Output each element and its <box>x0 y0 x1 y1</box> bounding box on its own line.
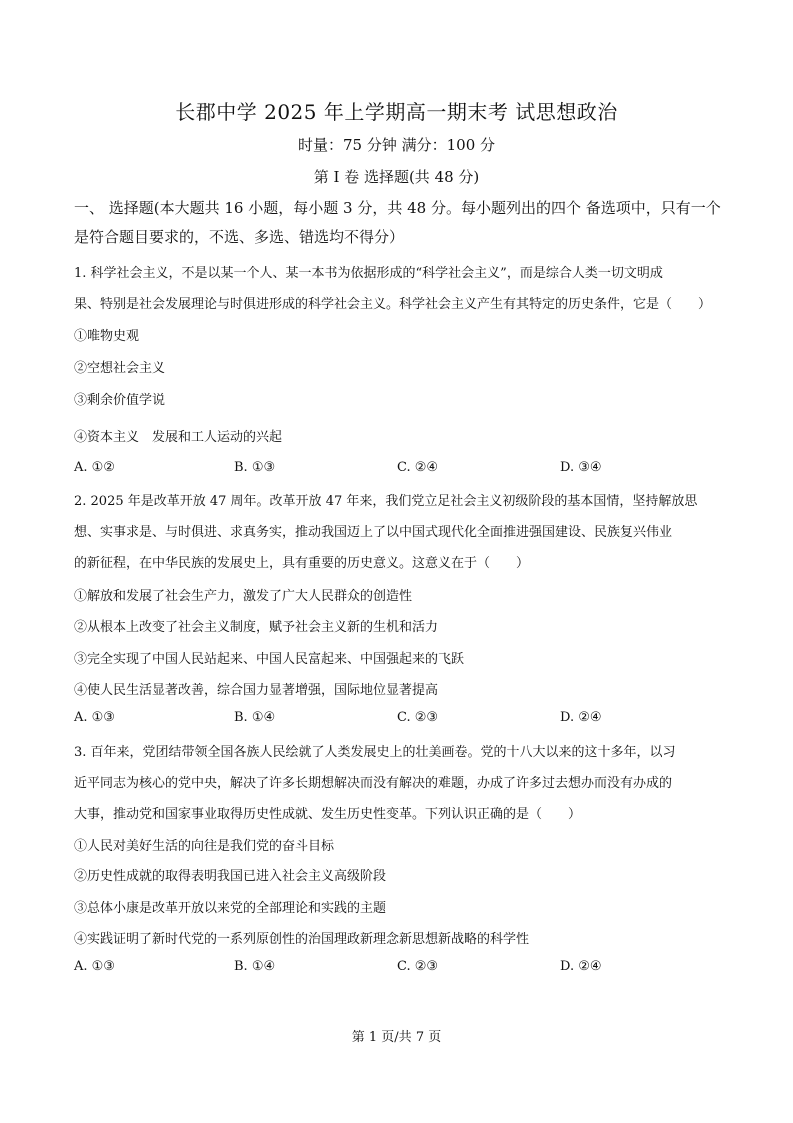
q3-option-c[interactable]: C. ②③ <box>397 959 439 974</box>
q3-stem-line-3: 大事，推动党和国家事业取得历史性成就、发生历史性变革。下列认识正确的是（ ） <box>74 807 582 822</box>
volume-heading: 第 I 卷 选择题(共 48 分) <box>313 168 480 186</box>
q3-item-1: ①人民对美好生活的向往是我们党的奋斗目标 <box>74 839 335 854</box>
q3-option-a[interactable]: A. ①③ <box>74 959 115 974</box>
q1-option-c[interactable]: C. ②④ <box>397 460 439 475</box>
q1-item-3: ③剩余价值学说 <box>74 393 166 408</box>
q3-options <box>74 959 734 979</box>
q2-stem-line-2: 想、实事求是、与时俱进、求真务实，推动我国迈上了以中国式现代化全面推进强国建设、民族复兴伟业 <box>74 525 673 540</box>
q2-option-d[interactable]: D. ②④ <box>560 710 602 725</box>
q2-item-3: ③完全实现了中国人民站起来、中国人民富起来、中国强起来的飞跃 <box>74 652 465 667</box>
q3-option-b[interactable]: B. ①④ <box>234 959 276 974</box>
q3-item-3: ③总体小康是改革开放以来党的全部理论和实践的主题 <box>74 901 387 916</box>
exam-meta: 时量：75 分钟 满分：100 分 <box>297 136 496 154</box>
q1-stem-line-2: 果、特别是社会发展理论与时俱进形成的科学社会主义。科学社会主义产生有其特定的历史条件，它是（ ） <box>74 297 712 312</box>
page-footer: 第 1 页/共 7 页 <box>351 1030 442 1045</box>
q2-option-a[interactable]: A. ①③ <box>74 710 115 725</box>
q3-stem-line-1: 3. 百年来，党团结带领全国各族人民绘就了人类发展史上的壮美画卷。党的十八大以来的这十多年，以习 <box>74 745 676 760</box>
q2-options <box>74 710 734 730</box>
q1-item-1: ①唯物史观 <box>74 329 140 344</box>
q1-stem-line-1: 1. 科学社会主义，不是以某一个人、某一本书为依据形成的“科学社会主义”，而是综合人类一切文明成 <box>74 266 663 281</box>
section-instructions: 一、 选择题(本大题共 16 小题，每小题 3 分，共 48 分。每小题列出的四个 备选项中，只有一个是符合题目要求的，不选、多选、错选均不得分） <box>74 199 721 246</box>
q2-stem-line-3: 的新征程，在中华民族的发展史上，具有重要的历史意义。这意义在于（ ） <box>74 556 530 571</box>
q2-item-2: ②从根本上改变了社会主义制度，赋予社会主义新的生机和活力 <box>74 620 439 635</box>
q2-option-c[interactable]: C. ②③ <box>397 710 439 725</box>
q1-item-4: ④资本主义 发展和工人运动的兴起 <box>74 430 283 445</box>
q2-item-4: ④使人民生活显著改善，综合国力显著增强，国际地位显著提高 <box>74 683 439 698</box>
q3-stem-line-2: 近平同志为核心的党中央，解决了许多长期想解决而没有解决的难题，办成了许多过去想办而没有办成的 <box>74 776 673 791</box>
q3-item-2: ②历史性成就的取得表明我国已进入社会主义高级阶段 <box>74 869 387 884</box>
q1-option-a[interactable]: A. ①② <box>74 460 115 475</box>
q1-option-d[interactable]: D. ③④ <box>560 460 602 475</box>
q1-options <box>74 460 734 480</box>
q3-item-4: ④实践证明了新时代党的一系列原创性的治国理政新理念新思想新战略的科学性 <box>74 932 530 947</box>
q1-item-2: ②空想社会主义 <box>74 361 166 376</box>
exam-title: 长郡中学 2025 年上学期高一期末考 试思想政治 <box>175 100 618 124</box>
q1-option-b[interactable]: B. ①③ <box>234 460 276 475</box>
q2-option-b[interactable]: B. ①④ <box>234 710 276 725</box>
q3-option-d[interactable]: D. ②④ <box>560 959 602 974</box>
q2-item-1: ①解放和发展了社会生产力，激发了广大人民群众的创造性 <box>74 589 413 604</box>
q2-stem-line-1: 2. 2025 年是改革开放 47 周年。改革开放 47 年来，我们党立足社会主义初级阶段的基本国情，坚持解放思 <box>74 494 698 509</box>
